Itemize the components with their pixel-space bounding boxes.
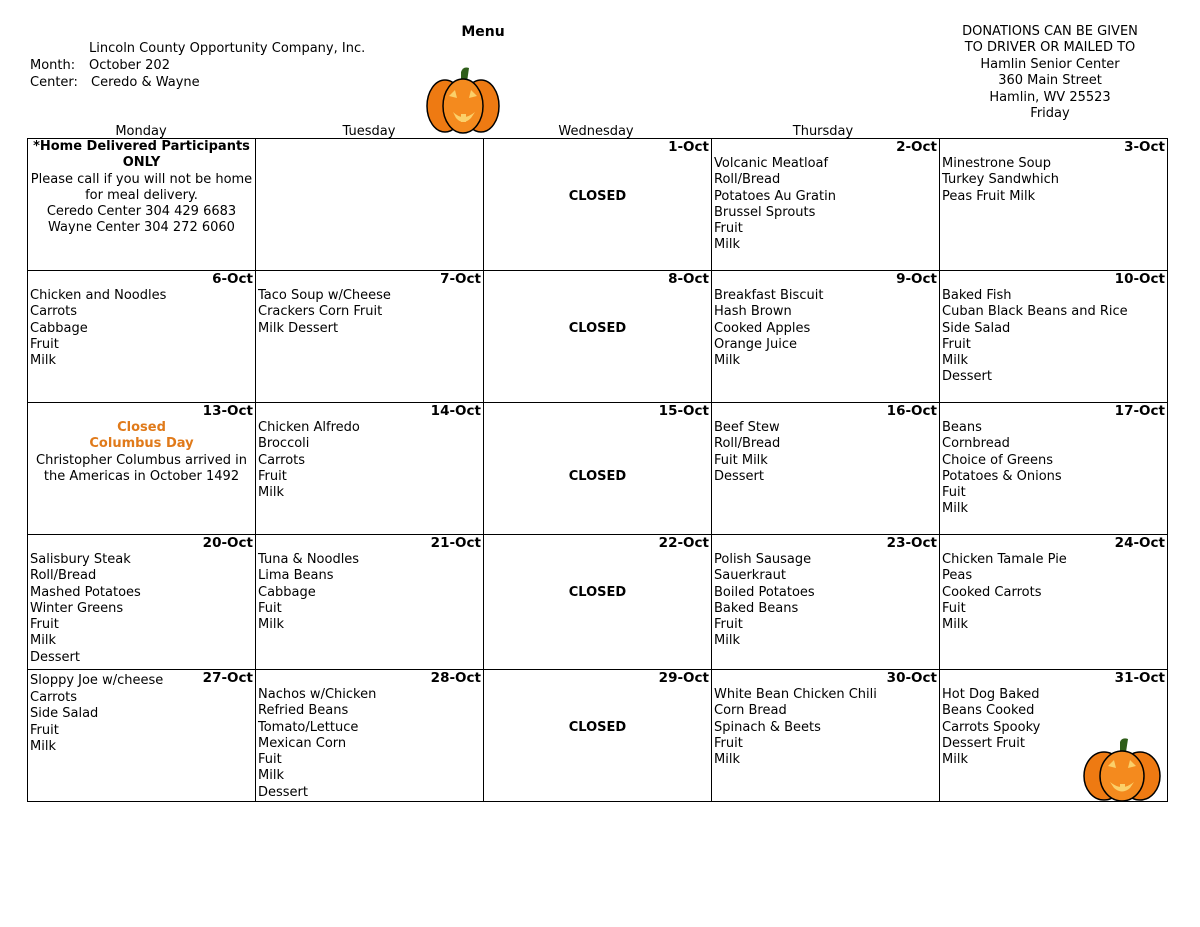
- menu-item: Cuban Black Beans and Rice: [942, 304, 1128, 320]
- menu-item: Milk: [942, 752, 968, 768]
- closed-label: CLOSED: [568, 189, 627, 204]
- menu-list: [714, 552, 937, 650]
- menu-item: Hash Brown: [714, 304, 792, 320]
- center-value: Ceredo & Wayne: [91, 75, 200, 90]
- date-label: 13-Oct: [202, 403, 253, 419]
- day-cell: [712, 139, 940, 271]
- menu-item: Orange Juice: [714, 336, 797, 352]
- menu-item: Dessert Fruit: [942, 735, 1025, 751]
- menu-item: Cornbread: [942, 436, 1010, 452]
- menu-item: Side Salad: [942, 320, 1011, 336]
- holiday-name: Columbus Day: [89, 436, 194, 452]
- menu-item: Milk: [942, 617, 968, 633]
- menu-item: Baked Beans: [714, 600, 799, 616]
- menu-item: Peas Fruit Milk: [942, 188, 1036, 204]
- day-cell: [940, 670, 1168, 802]
- menu-item: Volcanic Meatloaf: [714, 156, 829, 171]
- month-label: Month:: [30, 58, 76, 73]
- menu-list: [714, 420, 937, 485]
- day-header-friday: Friday: [1030, 106, 1070, 122]
- menu-item: Fruit: [942, 336, 971, 352]
- menu-item: Milk: [942, 501, 968, 517]
- menu-item: White Bean Chicken Chili: [714, 687, 877, 702]
- day-cell: [712, 670, 940, 802]
- donation-line: DONATIONS CAN BE GIVEN: [962, 24, 1138, 39]
- menu-item: Milk: [30, 633, 56, 649]
- menu-item: Milk: [714, 353, 740, 369]
- menu-item: Milk: [30, 738, 56, 754]
- date-label: 14-Oct: [430, 403, 481, 419]
- holiday-closed: Closed: [117, 420, 166, 435]
- notice-line: Ceredo Center 304 429 6683: [46, 204, 237, 220]
- menu-item: Milk: [258, 617, 284, 633]
- menu-item: Dessert: [714, 468, 764, 484]
- menu-item: Beans Cooked: [942, 703, 1035, 719]
- menu-item: Fruit: [714, 617, 743, 633]
- menu-item: Hot Dog Baked: [942, 687, 1040, 702]
- holiday-text: the Americas in October 1492: [43, 468, 240, 484]
- menu-list: [30, 690, 253, 755]
- notice-title-only: ONLY: [122, 155, 161, 171]
- closed-label: CLOSED: [568, 720, 627, 735]
- day-header-monday: Monday: [115, 124, 167, 139]
- menu-item: Potatoes & Onions: [942, 468, 1062, 484]
- date-label: 1-Oct: [668, 139, 709, 155]
- date-label: 16-Oct: [886, 403, 937, 419]
- menu-item: Milk: [258, 485, 284, 501]
- closed-label: CLOSED: [568, 321, 627, 336]
- menu-list: [258, 288, 481, 337]
- menu-list: [942, 552, 1165, 633]
- menu-item: Peas: [942, 568, 973, 584]
- date-label: 7-Oct: [440, 271, 481, 287]
- menu-item: Taco Soup w/Cheese: [258, 288, 391, 303]
- menu-item: Mexican Corn: [258, 735, 347, 751]
- menu-list: [942, 420, 1165, 518]
- menu-list: [714, 156, 937, 254]
- date-label: 22-Oct: [658, 535, 709, 551]
- menu-item: Fruit: [30, 617, 59, 633]
- menu-item: Carrots: [30, 304, 78, 320]
- menu-item: Cabbage: [258, 584, 316, 600]
- menu-item: Fruit: [258, 468, 287, 484]
- donation-line: Hamlin, WV 25523: [989, 89, 1111, 105]
- day-cell: [484, 271, 712, 403]
- menu-item: Broccoli: [258, 436, 310, 452]
- menu-item: Fruit: [30, 722, 59, 738]
- day-cell: [940, 271, 1168, 403]
- holiday-cell: [28, 403, 256, 535]
- donation-line: Hamlin Senior Center: [980, 56, 1120, 72]
- menu-item: Carrots: [30, 690, 78, 705]
- menu-item: Milk: [714, 752, 740, 768]
- menu-item: Cabbage: [30, 320, 88, 336]
- notice-line: for meal delivery.: [85, 187, 198, 203]
- day-cell: [484, 670, 712, 802]
- menu-item: Fruit: [714, 221, 743, 237]
- date-label: 24-Oct: [1114, 535, 1165, 551]
- page-title: Menu: [461, 24, 505, 40]
- menu-item: Fruit: [714, 735, 743, 751]
- notice-title: *Home Delivered Participants: [33, 139, 250, 154]
- day-header-tuesday: Tuesday: [342, 124, 396, 139]
- date-label: 8-Oct: [668, 271, 709, 287]
- menu-item: Milk: [714, 633, 740, 649]
- date-label: 29-Oct: [658, 670, 709, 686]
- menu-item: Sauerkraut: [714, 568, 786, 584]
- menu-item: Lima Beans: [258, 568, 334, 584]
- menu-item: Potatoes Au Gratin: [714, 188, 836, 204]
- date-label: 28-Oct: [430, 670, 481, 686]
- date-label: 3-Oct: [1124, 139, 1165, 155]
- day-cell: [712, 403, 940, 535]
- menu-item: Fuit: [942, 485, 966, 501]
- menu-item: Boiled Potatoes: [714, 584, 815, 600]
- menu-list: [258, 687, 481, 801]
- date-label: 10-Oct: [1114, 271, 1165, 287]
- center-label: Center:: [30, 75, 78, 90]
- day-cell: [256, 403, 484, 535]
- date-label: 30-Oct: [886, 670, 937, 686]
- day-cell: [484, 139, 712, 271]
- menu-item: Spinach & Beets: [714, 719, 821, 735]
- menu-list: [942, 156, 1165, 205]
- day-cell: [940, 139, 1168, 271]
- day-cell: [712, 535, 940, 670]
- menu-item: Milk: [30, 353, 56, 369]
- day-header-thursday: Thursday: [792, 124, 854, 139]
- week-row: [28, 271, 1168, 403]
- pumpkin-icon: [1078, 738, 1166, 804]
- date-label: 20-Oct: [202, 535, 253, 551]
- date-label: 21-Oct: [430, 535, 481, 551]
- organization-name: Lincoln County Opportunity Company, Inc.: [89, 41, 366, 56]
- menu-item: Fruit: [30, 336, 59, 352]
- menu-item: Mashed Potatoes: [30, 584, 141, 600]
- month-value: October 202: [89, 58, 170, 73]
- notice-line: Please call if you will not be home: [30, 171, 253, 187]
- menu-item: Breakfast Biscuit: [714, 288, 824, 303]
- menu-item: Chicken Tamale Pie: [942, 552, 1067, 567]
- menu-item: Winter Greens: [30, 600, 124, 616]
- day-cell: [256, 139, 484, 271]
- menu-list: [942, 288, 1165, 386]
- menu-list: [714, 687, 937, 768]
- day-cell: [256, 535, 484, 670]
- home-delivery-notice: [30, 139, 253, 237]
- menu-item: Fuit Milk: [714, 452, 768, 468]
- day-cell: [28, 535, 256, 670]
- donation-line: 360 Main Street: [998, 73, 1102, 89]
- menu-item: Baked Fish: [942, 288, 1012, 303]
- menu-item: Milk Dessert: [258, 320, 339, 336]
- date-label: 23-Oct: [886, 535, 937, 551]
- menu-item: Carrots: [258, 452, 306, 468]
- week-row: [28, 535, 1168, 670]
- day-cell: [28, 271, 256, 403]
- menu-item: Choice of Greens: [942, 452, 1053, 468]
- menu-item: Crackers Corn Fruit: [258, 304, 383, 320]
- closed-label: CLOSED: [568, 585, 627, 600]
- menu-item: Turkey Sandwhich: [942, 172, 1060, 188]
- menu-item: Minestrone Soup: [942, 156, 1052, 171]
- week-row: [28, 403, 1168, 535]
- menu-item: Tuna & Noodles: [258, 552, 360, 567]
- menu-calendar: [27, 138, 1168, 802]
- donation-line: TO DRIVER OR MAILED TO: [964, 40, 1136, 56]
- date-row: [30, 670, 253, 687]
- week-row: [28, 670, 1168, 802]
- menu-item: Milk: [942, 353, 968, 369]
- day-cell: [484, 403, 712, 535]
- menu-item: Fuit: [942, 600, 966, 616]
- menu-item: Milk: [714, 237, 740, 253]
- menu-item: Fuit: [258, 752, 282, 768]
- menu-item: Cooked Apples: [714, 320, 811, 336]
- menu-list: [258, 420, 481, 501]
- holiday-text: Christopher Columbus arrived in: [36, 452, 247, 468]
- menu-list: [30, 288, 253, 369]
- date-label: 6-Oct: [212, 271, 253, 287]
- closed-label: CLOSED: [568, 469, 627, 484]
- date-label: 31-Oct: [1114, 670, 1165, 686]
- menu-item: Salisbury Steak: [30, 552, 131, 567]
- menu-item: Dessert: [30, 649, 80, 665]
- menu-list: [714, 288, 937, 369]
- menu-item: Side Salad: [30, 706, 99, 722]
- menu-item: Carrots Spooky: [942, 719, 1041, 735]
- day-cell: [484, 535, 712, 670]
- menu-item: Polish Sausage: [714, 552, 812, 567]
- menu-item: Beef Stew: [714, 420, 780, 435]
- day-cell: [28, 670, 256, 802]
- date-label: 17-Oct: [1114, 403, 1165, 419]
- date-label: 9-Oct: [896, 271, 937, 287]
- holiday-notice: [30, 420, 253, 485]
- menu-item: Milk: [258, 768, 284, 784]
- menu-item: Dessert: [942, 369, 992, 385]
- menu-item: Dessert: [258, 784, 308, 800]
- date-label: 15-Oct: [658, 403, 709, 419]
- menu-item: Corn Bread: [714, 703, 787, 719]
- day-cell: [940, 535, 1168, 670]
- menu-list: [258, 552, 481, 633]
- menu-item: Refried Beans: [258, 703, 349, 719]
- menu-item: Beans: [942, 420, 982, 435]
- donation-info: [936, 24, 1164, 122]
- menu-item: Sloppy Joe w/cheese: [30, 673, 164, 688]
- day-header-wednesday: Wednesday: [558, 124, 634, 139]
- day-cell: [256, 670, 484, 802]
- menu-item: Cooked Carrots: [942, 584, 1042, 600]
- menu-item: Chicken Alfredo: [258, 420, 360, 435]
- menu-item: Fuit: [258, 600, 282, 616]
- week-row: [28, 139, 1168, 271]
- menu-item: Roll/Bread: [714, 172, 781, 188]
- date-label: 27-Oct: [202, 670, 253, 686]
- menu-item: Roll/Bread: [714, 436, 781, 452]
- notice-cell: [28, 139, 256, 271]
- notice-line: Wayne Center 304 272 6060: [48, 220, 235, 236]
- day-cell: [940, 403, 1168, 535]
- menu-item: Roll/Bread: [30, 568, 97, 584]
- day-cell: [256, 271, 484, 403]
- menu-list: [30, 552, 253, 666]
- day-cell: [712, 271, 940, 403]
- menu-item: Brussel Sprouts: [714, 204, 816, 220]
- menu-item: Tomato/Lettuce: [258, 719, 359, 735]
- date-label: 2-Oct: [896, 139, 937, 155]
- menu-item: Nachos w/Chicken: [258, 687, 377, 702]
- menu-item: Chicken and Noodles: [30, 288, 167, 303]
